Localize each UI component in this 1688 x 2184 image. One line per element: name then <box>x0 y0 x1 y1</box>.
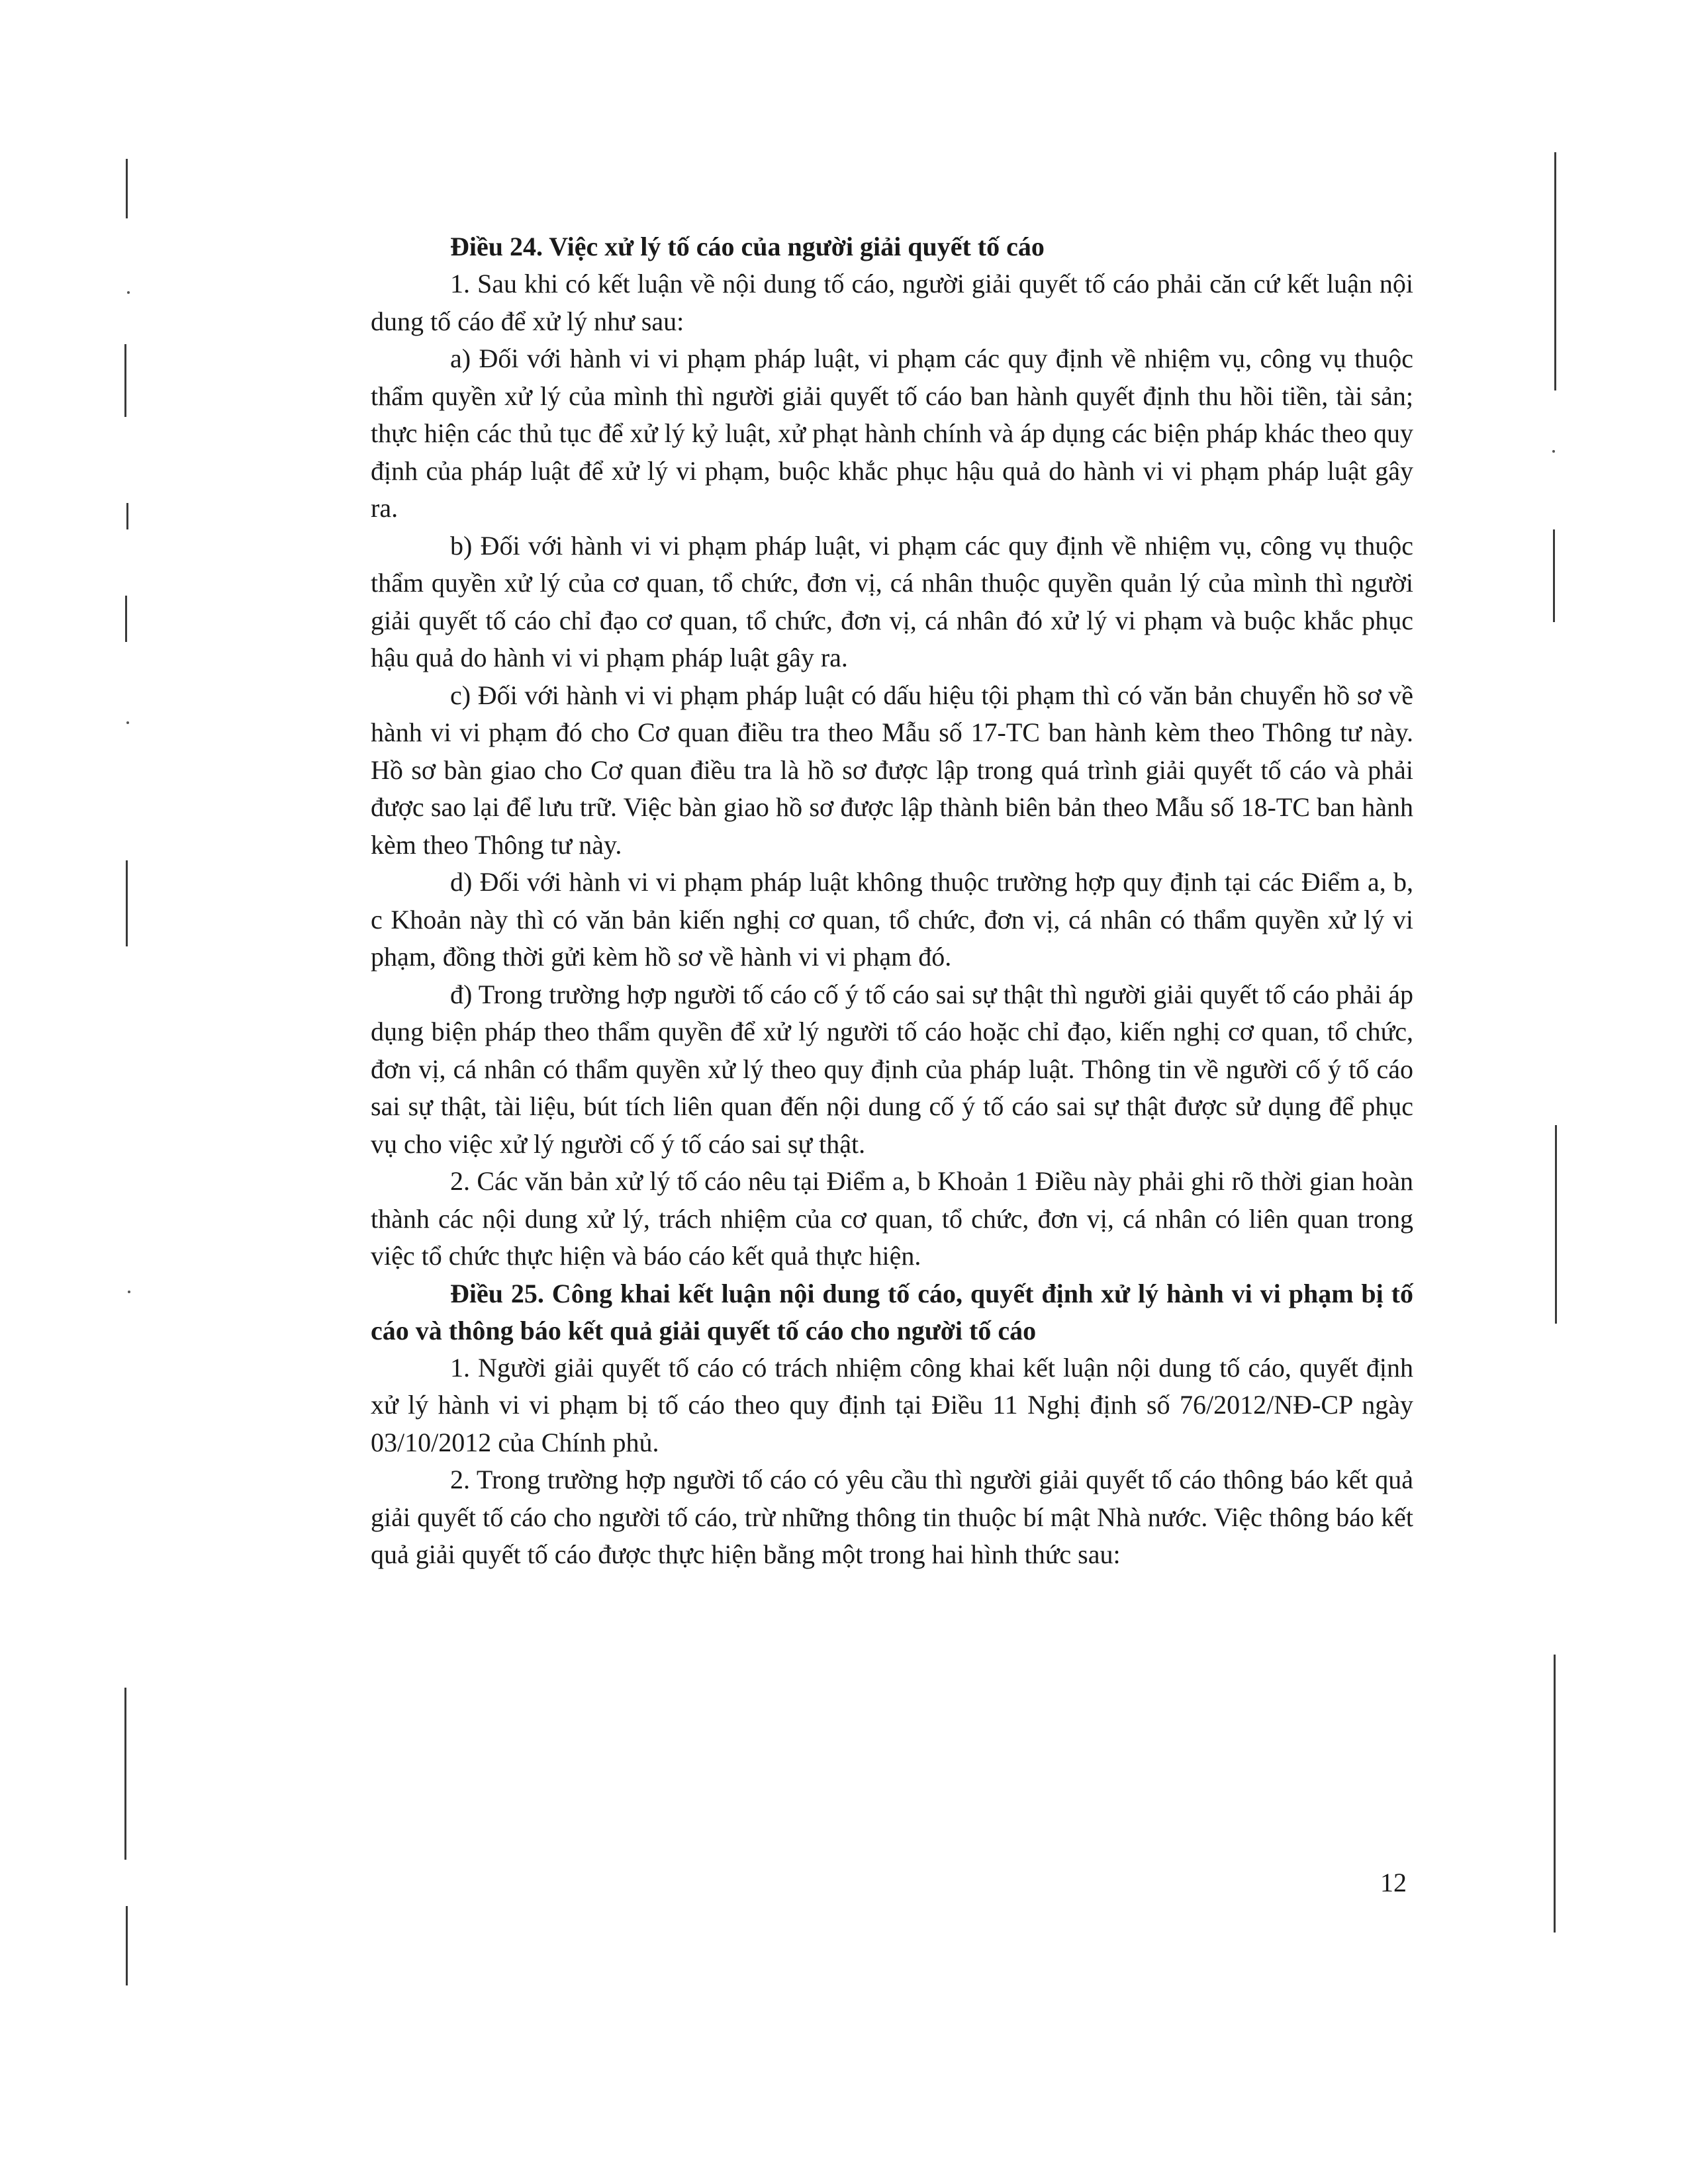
article-25-paragraph-2: 2. Trong trường hợp người tố cáo có yêu cầu thì người giải quyết tố cáo thông báo kết quả giải quyết tố cáo cho người tố cáo, trừ những thông tin thuộc bí mật Nhà nước. Việc thông báo kết quả giải quyết tố cáo được thực hiện bằng một trong hai hình thức sau: <box>371 1465 1413 1569</box>
scan-dot <box>126 721 129 724</box>
scan-margin-mark <box>1554 1655 1556 1933</box>
scan-margin-mark <box>126 1906 128 1985</box>
scan-margin-mark <box>124 344 126 417</box>
scan-margin-mark <box>1553 529 1555 622</box>
article-24-point-d: d) Đối với hành vi vi phạm pháp luật không thuộc trường hợp quy định tại các Điểm a, b, c Khoản này thì có văn bản kiến nghị cơ quan, tổ chức, đơn vị, cá nhân có thẩm quyền xử lý vi phạm, đồng thời gửi kèm hồ sơ về hành vi vi phạm đó. <box>371 867 1413 972</box>
scan-dot <box>128 1291 130 1293</box>
scan-margin-mark <box>124 1688 126 1860</box>
document-body <box>371 228 1413 1574</box>
article-25-heading: Điều 25. Công khai kết luận nội dung tố cáo, quyết định xử lý hành vi vi phạm bị tố cáo và thông báo kết quả giải quyết tố cáo cho người tố cáo <box>371 1278 1413 1345</box>
scan-margin-mark <box>1555 1125 1557 1324</box>
scan-margin-mark <box>1554 152 1556 390</box>
article-24-point-dd: đ) Trong trường hợp người tố cáo cố ý tố cáo sai sự thật thì người giải quyết tố cáo phải áp dụng biện pháp theo thẩm quyền để xử lý người tố cáo hoặc chỉ đạo, kiến nghị cơ quan, tổ chức, đơn vị, cá nhân có thẩm quyền xử lý theo quy định của pháp luật. Thông tin về người cố ý tố cáo sai sự thật, tài liệu, bút tích liên quan đến nội dung cố ý tố cáo sai sự thật được sử dụng để phục vụ cho việc xử lý người cố ý tố cáo sai sự thật. <box>371 979 1413 1159</box>
article-25-paragraph-1: 1. Người giải quyết tố cáo có trách nhiệm công khai kết luận nội dung tố cáo, quyết định xử lý hành vi vi phạm bị tố cáo theo quy định tại Điều 11 Nghị định số 76/2012/NĐ-CP ngày 03/10/2012 của Chính phủ. <box>371 1352 1413 1457</box>
scan-margin-mark <box>126 159 128 218</box>
article-24-point-c: c) Đối với hành vi vi phạm pháp luật có dấu hiệu tội phạm thì có văn bản chuyển hồ sơ về hành vi vi phạm đó cho Cơ quan điều tra theo Mẫu số 17-TC ban hành kèm theo Thông tư này. Hồ sơ bàn giao cho Cơ quan điều tra là hồ sơ được lập trong quá trình giải quyết tố cáo và phải được sao lại để lưu trữ. Việc bàn giao hồ sơ được lập thành biên bản theo Mẫu số 18-TC ban hành kèm theo Thông tư này. <box>371 680 1413 860</box>
article-24-paragraph-2: 2. Các văn bản xử lý tố cáo nêu tại Điểm a, b Khoản 1 Điều này phải ghi rõ thời gian hoàn thành các nội dung xử lý, trách nhiệm của cơ quan, tổ chức, đơn vị, cá nhân có liên quan trong việc tổ chức thực hiện và báo cáo kết quả thực hiện. <box>371 1166 1413 1271</box>
scan-margin-mark <box>126 860 128 946</box>
scan-dot <box>1552 450 1555 453</box>
scan-dot <box>127 291 130 294</box>
article-24-point-a: a) Đối với hành vi vi phạm pháp luật, vi phạm các quy định về nhiệm vụ, công vụ thuộc thẩm quyền xử lý của mình thì người giải quyết tố cáo ban hành quyết định thu hồi tiền, tài sản; thực hiện các thủ tục để xử lý kỷ luật, xử phạt hành chính và áp dụng các biện pháp khác theo quy định của pháp luật để xử lý vi phạm, buộc khắc phục hậu quả do hành vi vi phạm pháp luật gây ra. <box>371 343 1413 523</box>
article-24-paragraph-1: 1. Sau khi có kết luận về nội dung tố cáo, người giải quyết tố cáo phải căn cứ kết luận nội dung tố cáo để xử lý như sau: <box>371 269 1413 336</box>
scan-margin-mark <box>125 596 127 642</box>
page-number: 12 <box>1380 1868 1407 1897</box>
scan-margin-mark <box>126 503 128 529</box>
article-24-heading: Điều 24. Việc xử lý tố cáo của người giải quyết tố cáo <box>450 232 1045 261</box>
article-24-point-b: b) Đối với hành vi vi phạm pháp luật, vi phạm các quy định về nhiệm vụ, công vụ thuộc thẩm quyền xử lý của cơ quan, tổ chức, đơn vị, cá nhân thuộc quyền quản lý của mình thì người giải quyết tố cáo chỉ đạo cơ quan, tổ chức, đơn vị, cá nhân đó xử lý vi phạm và buộc khắc phục hậu quả do hành vi vi phạm pháp luật gây ra. <box>371 530 1413 672</box>
